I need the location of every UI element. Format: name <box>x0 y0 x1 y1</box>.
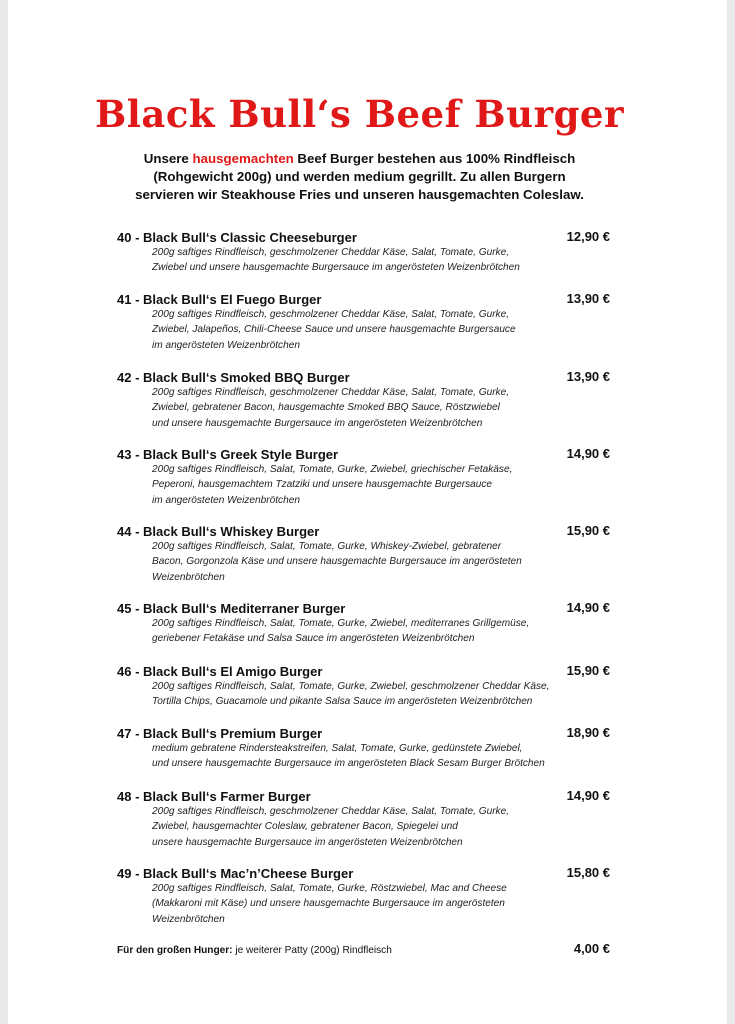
desc-line: und unsere hausgemachte Burgersauce im angerösteten Black Sesam Burger Brötchen <box>152 758 545 770</box>
item-name: 46 - Black Bull‘s El Amigo Burger <box>117 664 323 679</box>
desc-line: Zwiebel, hausgemachter Coleslaw, gebratener Bacon, Spiegelei und <box>152 821 458 833</box>
menu-item-46 <box>117 663 610 710</box>
menu-item-40 <box>117 229 610 276</box>
item-price: 14,90 € <box>566 788 610 803</box>
menu-item-48 <box>117 788 610 850</box>
desc-line: im angerösteten Weizenbrötchen <box>152 339 300 351</box>
desc-line: Zwiebel und unsere hausgemachte Burgersauce im angerösteten Weizenbrötchen <box>152 262 520 274</box>
item-description <box>152 616 582 647</box>
menu-item-41 <box>117 291 610 353</box>
desc-line: unsere hausgemachte Burgersauce im angerösteten Weizenbrötchen <box>152 836 463 848</box>
desc-line: Zwiebel, Jalapeños, Chili-Cheese Sauce und unsere hausgemachte Burgersauce <box>152 324 516 336</box>
desc-line: Weizenbrötchen <box>152 571 225 583</box>
intro-line1-rest: Beef Burger bestehen aus 100% Rindfleisch <box>293 151 576 166</box>
menu-item-47 <box>117 725 610 772</box>
item-price: 13,90 € <box>566 369 610 384</box>
intro-pre: Unsere <box>143 151 193 166</box>
desc-line: 200g saftiges Rindfleisch, geschmolzener Cheddar Käse, Salat, Tomate, Gurke, <box>152 806 510 817</box>
item-description <box>152 307 582 353</box>
item-name: 40 - Black Bull‘s Classic Cheeseburger <box>117 230 357 245</box>
menu-item-43 <box>117 446 610 508</box>
item-price: 15,80 € <box>566 865 610 880</box>
item-price: 14,90 € <box>566 446 610 461</box>
item-name: 41 - Black Bull‘s El Fuego Burger <box>117 292 322 307</box>
item-description <box>152 881 582 927</box>
item-name: 45 - Black Bull‘s Mediterraner Burger <box>117 601 346 616</box>
item-name: 49 - Black Bull‘s Mac’n’Cheese Burger <box>117 866 354 881</box>
item-description <box>152 245 582 276</box>
intro-line-1 <box>0 150 727 168</box>
item-price: 12,90 € <box>566 229 610 244</box>
intro-highlight: hausgemachten <box>192 151 294 166</box>
menu-item-44 <box>117 523 610 585</box>
item-description <box>152 679 582 710</box>
desc-line: (Makkaroni mit Käse) und unsere hausgemachte Burgersauce im angerösteten <box>152 898 505 910</box>
item-name: 47 - Black Bull‘s Premium Burger <box>117 726 323 741</box>
desc-line: Zwiebel, gebratener Bacon, hausgemachte Smoked BBQ Sauce, Röstzwiebel <box>152 402 500 414</box>
desc-line: 200g saftiges Rindfleisch, Salat, Tomate, Gurke, Zwiebel, mediterranes Grillgemüse, <box>152 618 530 629</box>
desc-line: 200g saftiges Rindfleisch, geschmolzener Cheddar Käse, Salat, Tomate, Gurke, <box>152 309 510 320</box>
item-price: 13,90 € <box>566 291 610 306</box>
extra-patty-label: Für den großen Hunger: <box>117 945 233 956</box>
menu-item-45 <box>117 600 610 647</box>
desc-line: 200g saftiges Rindfleisch, Salat, Tomate, Gurke, Zwiebel, griechischer Fetakäse, <box>152 464 513 475</box>
extra-patty-note <box>117 940 610 958</box>
desc-line: 200g saftiges Rindfleisch, Salat, Tomate, Gurke, Whiskey-Zwiebel, gebratener <box>152 541 502 552</box>
desc-line: Bacon, Gorgonzola Käse und unsere hausgemachte Burgersauce im angerösteten <box>152 556 522 568</box>
desc-line: Weizenbrötchen <box>152 913 225 925</box>
item-price: 15,90 € <box>566 523 610 538</box>
desc-line: 200g saftiges Rindfleisch, geschmolzener Cheddar Käse, Salat, Tomate, Gurke, <box>152 247 510 258</box>
intro-line-3: servieren wir Steakhouse Fries und unseren hausgemachten Coleslaw. <box>135 187 584 202</box>
item-description <box>152 741 582 772</box>
item-description <box>152 462 582 508</box>
item-description <box>152 385 582 431</box>
desc-line: 200g saftiges Rindfleisch, Salat, Tomate, Gurke, Röstzwiebel, Mac and Cheese <box>152 883 507 894</box>
desc-line: 200g saftiges Rindfleisch, Salat, Tomate, Gurke, Zwiebel, geschmolzener Cheddar Käse, <box>152 681 550 692</box>
item-price: 14,90 € <box>566 600 610 615</box>
desc-line: geriebener Fetakäse und Salsa Sauce im angerösteten Weizenbrötchen <box>152 633 475 645</box>
desc-line: im angerösteten Weizenbrötchen <box>152 494 300 506</box>
desc-line: und unsere hausgemachte Burgersauce im angerösteten Weizenbrötchen <box>152 417 483 429</box>
item-name: 42 - Black Bull‘s Smoked BBQ Burger <box>117 370 350 385</box>
item-price: 15,90 € <box>566 663 610 678</box>
extra-patty-text <box>117 945 392 956</box>
extra-patty-price: 4,00 € <box>573 941 610 956</box>
item-description <box>152 539 582 585</box>
desc-line: Peperoni, hausgemachtem Tzatziki und unsere hausgemachte Burgersauce <box>152 479 493 491</box>
intro-text <box>0 150 727 204</box>
item-name: 44 - Black Bull‘s Whiskey Burger <box>117 524 320 539</box>
menu-item-49 <box>117 865 610 927</box>
desc-line: 200g saftiges Rindfleisch, geschmolzener Cheddar Käse, Salat, Tomate, Gurke, <box>152 387 510 398</box>
menu-item-42 <box>117 369 610 431</box>
desc-line: Tortilla Chips, Guacamole und pikante Salsa Sauce im angerösteten Weizenbrötchen <box>152 696 533 708</box>
item-description <box>152 804 582 850</box>
item-name: 48 - Black Bull‘s Farmer Burger <box>117 789 311 804</box>
menu-title: Black Bull‘s Beef Burger <box>95 92 624 136</box>
item-price: 18,90 € <box>566 725 610 740</box>
desc-line: medium gebratene Rindersteakstreifen, Salat, Tomate, Gurke, gedünstete Zwiebel, <box>152 743 523 754</box>
intro-line-2: (Rohgewicht 200g) und werden medium gegrillt. Zu allen Burgern <box>153 169 566 184</box>
extra-patty-desc: je weiterer Patty (200g) Rindfleisch <box>232 945 392 956</box>
item-name: 43 - Black Bull‘s Greek Style Burger <box>117 447 339 462</box>
